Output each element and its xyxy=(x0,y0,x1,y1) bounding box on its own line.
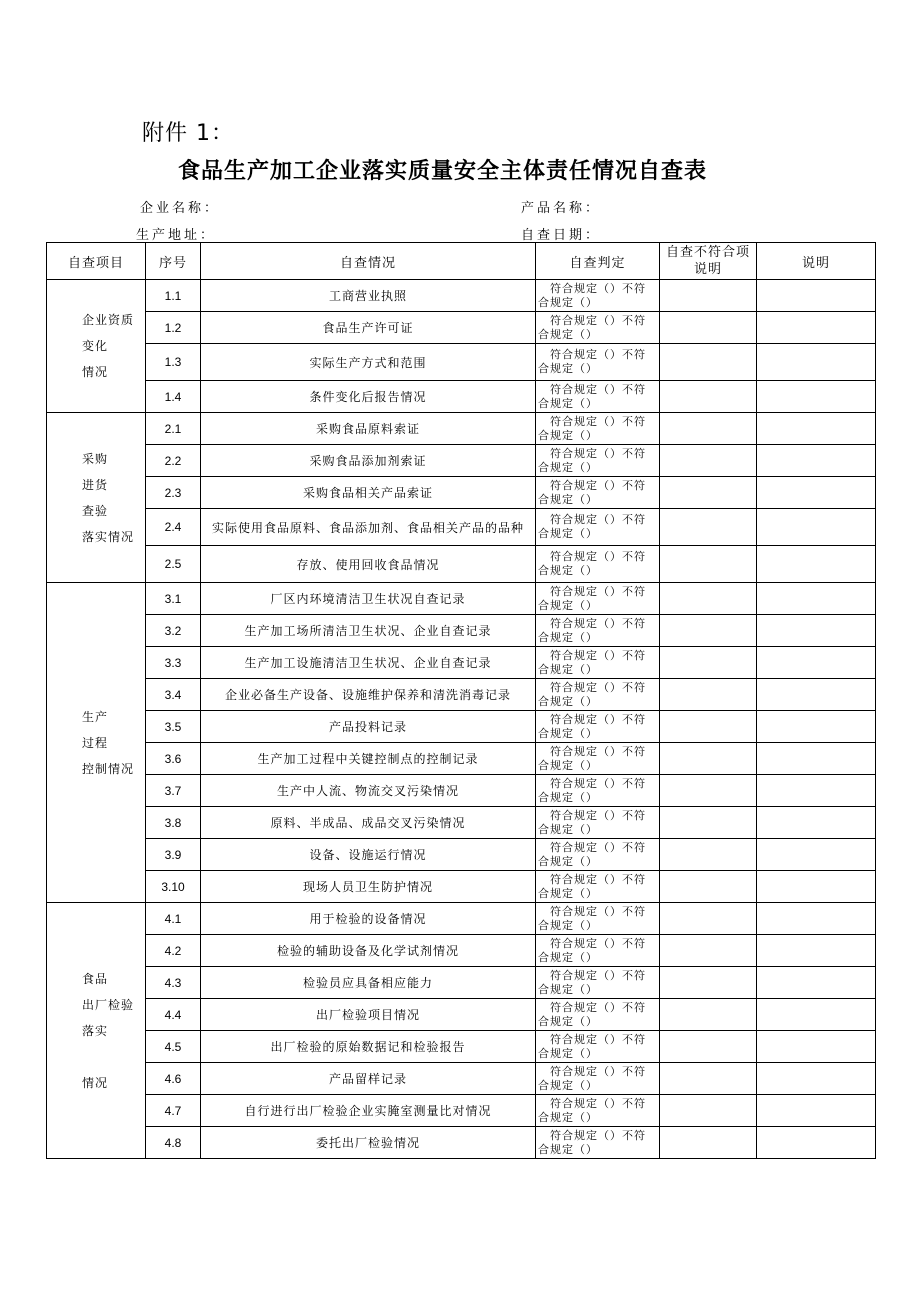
judge-line-2: 合规定（） xyxy=(538,950,598,964)
category-line: 企业资质 xyxy=(82,313,135,327)
header-situation: 自查情况 xyxy=(201,243,536,280)
table-row xyxy=(47,647,876,679)
header-item: 自查项目 xyxy=(47,243,146,280)
category-line: 进货 xyxy=(82,477,109,492)
note-cell[interactable] xyxy=(757,679,876,711)
production-address-label: 生产地址： xyxy=(136,228,217,243)
judge-line-1: 符合规定（）不符 xyxy=(550,382,646,396)
seq-cell: 4.1 xyxy=(146,903,201,935)
note-cell[interactable] xyxy=(757,871,876,903)
table-row xyxy=(47,381,876,413)
judge-line-2: 合规定（） xyxy=(538,492,598,506)
document-title: 食品生产加工企业落实质量安全主体责任情况自查表 xyxy=(178,159,708,184)
judge-line-1: 符合规定（）不符 xyxy=(550,478,646,492)
seq-cell: 1.4 xyxy=(146,381,201,413)
seq-cell: 2.2 xyxy=(146,445,201,477)
nonconform-cell[interactable] xyxy=(660,711,757,743)
judge-cell[interactable] xyxy=(536,871,660,903)
situation-cell: 产品投料记录 xyxy=(201,711,536,743)
situation-cell: 生产加工过程中关键控制点的控制记录 xyxy=(201,743,536,775)
company-name-label: 企业名称： xyxy=(140,201,221,216)
seq-cell: 4.7 xyxy=(146,1095,201,1127)
nonconform-cell[interactable] xyxy=(660,775,757,807)
judge-line-2: 合规定（） xyxy=(538,327,598,341)
nonconform-cell[interactable] xyxy=(660,999,757,1031)
seq-cell: 2.5 xyxy=(146,546,201,583)
judge-line-2: 合规定（） xyxy=(538,527,598,540)
note-cell[interactable] xyxy=(757,583,876,615)
table-row xyxy=(47,583,876,615)
judge-line-1: 符合规定（）不符 xyxy=(550,648,646,662)
judge-line-1: 符合规定（）不符 xyxy=(550,744,646,758)
judge-line-1: 符合规定（）不符 xyxy=(550,616,646,630)
seq-cell: 3.1 xyxy=(146,583,201,615)
judge-cell[interactable] xyxy=(536,546,660,583)
category-line: 查验 xyxy=(82,503,109,518)
note-cell[interactable] xyxy=(757,1095,876,1127)
category-line: 生产 xyxy=(82,709,109,724)
nonconform-cell[interactable] xyxy=(660,509,757,546)
judge-line-1: 符合规定（）不符 xyxy=(550,513,646,526)
category-line: 过程 xyxy=(82,735,109,750)
seq-cell: 3.6 xyxy=(146,743,201,775)
judge-line-2: 合规定（） xyxy=(538,1046,598,1060)
note-cell[interactable] xyxy=(757,807,876,839)
header-nonconform: 自查不符合项说明 xyxy=(660,243,757,280)
category-cell xyxy=(47,280,146,413)
nonconform-cell[interactable] xyxy=(660,807,757,839)
category-line: 变化 xyxy=(82,339,109,353)
table-row xyxy=(47,935,876,967)
table-row xyxy=(47,445,876,477)
category-cell xyxy=(47,583,146,903)
judge-line-2: 合规定（） xyxy=(538,1142,598,1156)
header-judge: 自查判定 xyxy=(536,243,660,280)
category-line: 落实情况 xyxy=(82,529,135,544)
judge-line-1: 符合规定（）不符 xyxy=(550,1000,646,1014)
table-row xyxy=(47,344,876,381)
table-row xyxy=(47,967,876,999)
judge-cell[interactable] xyxy=(536,807,660,839)
judge-cell[interactable] xyxy=(536,615,660,647)
situation-cell: 用于检验的设备情况 xyxy=(201,903,536,935)
judge-line-2: 合规定（） xyxy=(538,1110,598,1124)
situation-cell: 出厂检验项目情况 xyxy=(201,999,536,1031)
judge-line-2: 合规定（） xyxy=(538,460,598,474)
judge-line-1: 符合规定（）不符 xyxy=(550,348,646,361)
seq-cell: 4.5 xyxy=(146,1031,201,1063)
situation-cell: 出厂检验的原始数据记和检验报告 xyxy=(201,1031,536,1063)
situation-cell: 生产中人流、物流交叉污染情况 xyxy=(201,775,536,807)
seq-cell: 2.4 xyxy=(146,509,201,546)
attachment-label: 附件 1： xyxy=(142,121,234,146)
nonconform-cell[interactable] xyxy=(660,1031,757,1063)
note-cell[interactable] xyxy=(757,344,876,381)
judge-cell[interactable] xyxy=(536,477,660,509)
judge-line-1: 符合规定（）不符 xyxy=(550,550,646,563)
nonconform-cell[interactable] xyxy=(660,413,757,445)
situation-cell: 设备、设施运行情况 xyxy=(201,839,536,871)
note-cell[interactable] xyxy=(757,546,876,583)
table-row xyxy=(47,1095,876,1127)
judge-line-2: 合规定（） xyxy=(538,982,598,996)
judge-cell[interactable] xyxy=(536,775,660,807)
category-line: 食品 xyxy=(82,971,109,986)
situation-cell: 原料、半成品、成品交叉污染情况 xyxy=(201,807,536,839)
nonconform-cell[interactable] xyxy=(660,344,757,381)
judge-line-2: 合规定（） xyxy=(538,790,598,804)
judge-cell[interactable] xyxy=(536,509,660,546)
judge-line-1: 符合规定（）不符 xyxy=(550,313,646,327)
nonconform-cell[interactable] xyxy=(660,679,757,711)
situation-cell: 检验的辅助设备及化学试剂情况 xyxy=(201,935,536,967)
judge-line-1: 符合规定（）不符 xyxy=(550,584,646,598)
seq-cell: 2.3 xyxy=(146,477,201,509)
judge-line-1: 符合规定（）不符 xyxy=(550,446,646,460)
judge-cell[interactable] xyxy=(536,280,660,312)
judge-line-1: 符合规定（）不符 xyxy=(550,281,646,295)
note-cell[interactable] xyxy=(757,1063,876,1095)
seq-cell: 3.7 xyxy=(146,775,201,807)
table-header-row xyxy=(47,243,876,280)
table-row xyxy=(47,509,876,546)
judge-line-2: 合规定（） xyxy=(538,564,598,577)
table-row xyxy=(47,711,876,743)
judge-cell[interactable] xyxy=(536,935,660,967)
judge-line-2: 合规定（） xyxy=(538,662,598,676)
judge-cell[interactable] xyxy=(536,312,660,344)
judge-cell[interactable] xyxy=(536,344,660,381)
judge-line-1: 符合规定（）不符 xyxy=(550,712,646,726)
note-cell[interactable] xyxy=(757,312,876,344)
seq-cell: 3.8 xyxy=(146,807,201,839)
judge-line-1: 符合规定（）不符 xyxy=(550,872,646,886)
table-row xyxy=(47,999,876,1031)
judge-cell[interactable] xyxy=(536,381,660,413)
nonconform-cell[interactable] xyxy=(660,967,757,999)
category-line: 落实 xyxy=(82,1023,109,1038)
judge-line-1: 符合规定（）不符 xyxy=(550,968,646,982)
nonconform-cell[interactable] xyxy=(660,1063,757,1095)
seq-cell: 2.1 xyxy=(146,413,201,445)
seq-cell: 4.8 xyxy=(146,1127,201,1159)
judge-cell[interactable] xyxy=(536,1063,660,1095)
table-row xyxy=(47,871,876,903)
judge-line-1: 符合规定（）不符 xyxy=(550,840,646,854)
note-cell[interactable] xyxy=(757,775,876,807)
situation-cell: 实际生产方式和范围 xyxy=(201,344,536,381)
nonconform-cell[interactable] xyxy=(660,647,757,679)
situation-cell: 检验员应具备相应能力 xyxy=(201,967,536,999)
situation-cell: 厂区内环境清洁卫生状况自查记录 xyxy=(201,583,536,615)
note-cell[interactable] xyxy=(757,839,876,871)
judge-cell[interactable] xyxy=(536,903,660,935)
note-cell[interactable] xyxy=(757,967,876,999)
table-row xyxy=(47,1063,876,1095)
table-row xyxy=(47,903,876,935)
judge-cell[interactable] xyxy=(536,413,660,445)
nonconform-cell[interactable] xyxy=(660,381,757,413)
note-cell[interactable] xyxy=(757,413,876,445)
judge-cell[interactable] xyxy=(536,1095,660,1127)
table-row xyxy=(47,413,876,445)
check-date-label: 自查日期： xyxy=(521,228,602,243)
judge-line-2: 合规定（） xyxy=(538,854,598,868)
note-cell[interactable] xyxy=(757,280,876,312)
judge-cell[interactable] xyxy=(536,967,660,999)
judge-line-2: 合规定（） xyxy=(538,886,598,900)
category-cell xyxy=(47,413,146,583)
situation-cell: 产品留样记录 xyxy=(201,1063,536,1095)
judge-line-1: 符合规定（）不符 xyxy=(550,904,646,918)
table-row xyxy=(47,1127,876,1159)
note-cell[interactable] xyxy=(757,999,876,1031)
judge-cell[interactable] xyxy=(536,583,660,615)
note-cell[interactable] xyxy=(757,445,876,477)
category-line: 控制情况 xyxy=(82,761,135,776)
self-check-table xyxy=(46,242,876,1159)
nonconform-cell[interactable] xyxy=(660,477,757,509)
situation-cell: 工商营业执照 xyxy=(201,280,536,312)
seq-cell: 3.3 xyxy=(146,647,201,679)
note-cell[interactable] xyxy=(757,509,876,546)
header-seq: 序号 xyxy=(146,243,201,280)
situation-cell: 生产加工设施清洁卫生状况、企业自查记录 xyxy=(201,647,536,679)
judge-line-1: 符合规定（）不符 xyxy=(550,808,646,822)
table-row xyxy=(47,743,876,775)
judge-line-2: 合规定（） xyxy=(538,758,598,772)
note-cell[interactable] xyxy=(757,1127,876,1159)
nonconform-cell[interactable] xyxy=(660,445,757,477)
nonconform-cell[interactable] xyxy=(660,280,757,312)
judge-line-2: 合规定（） xyxy=(538,362,598,375)
situation-cell: 委托出厂检验情况 xyxy=(201,1127,536,1159)
seq-cell: 3.5 xyxy=(146,711,201,743)
seq-cell: 3.10 xyxy=(146,871,201,903)
judge-line-1: 符合规定（）不符 xyxy=(550,1064,646,1078)
judge-line-2: 合规定（） xyxy=(538,396,598,410)
judge-line-1: 符合规定（）不符 xyxy=(550,1096,646,1110)
situation-cell: 存放、使用回收食品情况 xyxy=(201,546,536,583)
nonconform-cell[interactable] xyxy=(660,839,757,871)
judge-line-1: 符合规定（）不符 xyxy=(550,1032,646,1046)
nonconform-cell[interactable] xyxy=(660,935,757,967)
situation-cell: 自行进行出厂检验企业实腌室测量比对情况 xyxy=(201,1095,536,1127)
note-cell[interactable] xyxy=(757,903,876,935)
nonconform-cell[interactable] xyxy=(660,583,757,615)
category-line: 采购 xyxy=(82,451,109,466)
judge-line-2: 合规定（） xyxy=(538,428,598,442)
note-cell[interactable] xyxy=(757,477,876,509)
category-cell xyxy=(47,903,146,1159)
seq-cell: 4.3 xyxy=(146,967,201,999)
judge-line-2: 合规定（） xyxy=(538,822,598,836)
nonconform-cell[interactable] xyxy=(660,615,757,647)
table-row xyxy=(47,477,876,509)
judge-line-2: 合规定（） xyxy=(538,694,598,708)
judge-cell[interactable] xyxy=(536,999,660,1031)
seq-cell: 4.6 xyxy=(146,1063,201,1095)
situation-cell: 采购食品添加剂索证 xyxy=(201,445,536,477)
nonconform-cell[interactable] xyxy=(660,903,757,935)
situation-cell: 采购食品原料索证 xyxy=(201,413,536,445)
note-cell[interactable] xyxy=(757,647,876,679)
judge-cell[interactable] xyxy=(536,711,660,743)
judge-cell[interactable] xyxy=(536,839,660,871)
seq-cell: 3.9 xyxy=(146,839,201,871)
seq-cell: 1.1 xyxy=(146,280,201,312)
seq-cell: 4.2 xyxy=(146,935,201,967)
judge-line-2: 合规定（） xyxy=(538,1014,598,1028)
judge-cell[interactable] xyxy=(536,1031,660,1063)
table-row xyxy=(47,312,876,344)
nonconform-cell[interactable] xyxy=(660,1095,757,1127)
judge-line-1: 符合规定（）不符 xyxy=(550,936,646,950)
judge-cell[interactable] xyxy=(536,743,660,775)
table-row xyxy=(47,839,876,871)
nonconform-cell[interactable] xyxy=(660,1127,757,1159)
note-cell[interactable] xyxy=(757,381,876,413)
note-cell[interactable] xyxy=(757,1031,876,1063)
situation-cell: 食品生产许可证 xyxy=(201,312,536,344)
judge-line-1: 符合规定（）不符 xyxy=(550,414,646,428)
table-row xyxy=(47,615,876,647)
situation-cell: 采购食品相关产品索证 xyxy=(201,477,536,509)
situation-cell: 企业必备生产设备、设施维护保养和清洗消毒记录 xyxy=(201,679,536,711)
table-row xyxy=(47,679,876,711)
nonconform-cell[interactable] xyxy=(660,743,757,775)
judge-cell[interactable] xyxy=(536,647,660,679)
table-row xyxy=(47,1031,876,1063)
category-line: 情况 xyxy=(82,1075,109,1090)
judge-line-2: 合规定（） xyxy=(538,1078,598,1092)
seq-cell: 4.4 xyxy=(146,999,201,1031)
table-row xyxy=(47,807,876,839)
situation-cell: 现场人员卫生防护情况 xyxy=(201,871,536,903)
nonconform-cell[interactable] xyxy=(660,546,757,583)
table-row xyxy=(47,775,876,807)
note-cell[interactable] xyxy=(757,743,876,775)
judge-line-2: 合规定（） xyxy=(538,598,598,612)
seq-cell: 1.3 xyxy=(146,344,201,381)
judge-line-2: 合规定（） xyxy=(538,918,598,932)
product-name-label: 产品名称： xyxy=(521,201,602,216)
category-line: 出厂检验 xyxy=(82,997,135,1012)
table-body xyxy=(47,280,876,1159)
judge-cell[interactable] xyxy=(536,445,660,477)
judge-line-2: 合规定（） xyxy=(538,630,598,644)
note-cell[interactable] xyxy=(757,711,876,743)
note-cell[interactable] xyxy=(757,615,876,647)
nonconform-cell[interactable] xyxy=(660,871,757,903)
judge-cell[interactable] xyxy=(536,1127,660,1159)
table-row xyxy=(47,546,876,583)
judge-cell[interactable] xyxy=(536,679,660,711)
situation-cell: 条件变化后报告情况 xyxy=(201,381,536,413)
table-row xyxy=(47,280,876,312)
judge-line-1: 符合规定（）不符 xyxy=(550,776,646,790)
judge-line-2: 合规定（） xyxy=(538,726,598,740)
judge-line-1: 符合规定（）不符 xyxy=(550,680,646,694)
nonconform-cell[interactable] xyxy=(660,312,757,344)
note-cell[interactable] xyxy=(757,935,876,967)
judge-line-1: 符合规定（）不符 xyxy=(550,1128,646,1142)
category-line: 情况 xyxy=(82,365,109,379)
seq-cell: 3.4 xyxy=(146,679,201,711)
header-note: 说明 xyxy=(757,243,876,280)
seq-cell: 1.2 xyxy=(146,312,201,344)
situation-cell: 生产加工场所清洁卫生状况、企业自查记录 xyxy=(201,615,536,647)
seq-cell: 3.2 xyxy=(146,615,201,647)
judge-line-2: 合规定（） xyxy=(538,295,598,309)
situation-cell: 实际使用食品原料、食品添加剂、食品相关产品的品种 xyxy=(201,509,536,546)
category-line xyxy=(47,1044,145,1070)
